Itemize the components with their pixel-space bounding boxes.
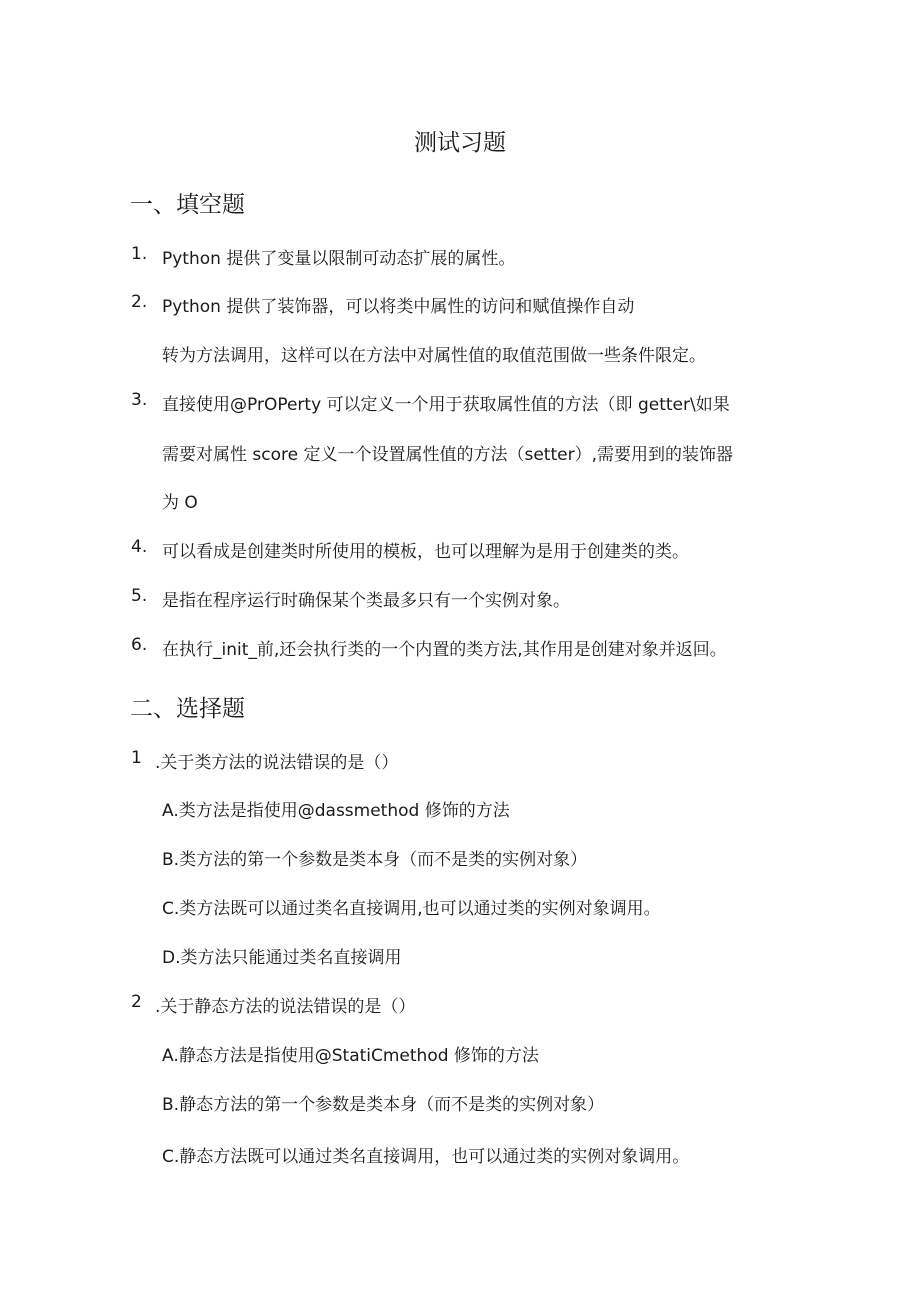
fill-q1-number: 1. [131,244,148,264]
choice-q2-option-b: B.静态方法的第一个参数是类本身（而不是类的实例对象） [162,1095,605,1115]
fill-q6-text: 在执行_init_前,还会执行类的一个内置的类方法,其作用是创建对象并返回。 [162,640,727,660]
fill-q1-text: Python 提供了变量以限制可动态扩展的属性。 [162,249,516,269]
choice-q2-number: 2 [131,992,142,1012]
choice-q2-option-a: A.静态方法是指使用@StatiCmethod 修饰的方法 [162,1046,539,1066]
fill-q2-number: 2. [131,292,148,312]
choice-q1-option-b: B.类方法的第一个参数是类本身（而不是类的实例对象） [162,850,588,870]
choice-q2-option-c: C.静态方法既可以通过类名直接调用，也可以通过类的实例对象调用。 [162,1147,690,1167]
fill-q5-text: 是指在程序运行时确保某个类最多只有一个实例对象。 [162,591,570,611]
page-title: 测试习题 [414,130,506,156]
fill-q3-continuation-2: 为 O [162,493,198,513]
fill-q3-number: 3. [131,390,148,410]
choice-q1-option-a: A.类方法是指使用@dassmethod 修饰的方法 [162,801,510,821]
fill-q4-number: 4. [131,537,148,557]
fill-q6-number: 6. [131,635,148,655]
fill-q2-text: Python 提供了装饰器，可以将类中属性的访问和赋值操作自动 [162,297,635,317]
fill-q4-text: 可以看成是创建类时所使用的模板，也可以理解为是用于创建类的类。 [162,542,689,562]
choice-q1-option-c: C.类方法既可以通过类名直接调用,也可以通过类的实例对象调用。 [162,899,661,919]
choice-q1-option-d: D.类方法只能通过类名直接调用 [162,948,402,968]
section-heading-fill: 一、填空题 [130,192,245,218]
fill-q5-number: 5. [131,586,148,606]
choice-q2-stem: .关于静态方法的说法错误的是（） [155,997,416,1017]
fill-q3-text: 直接使用@PrOPerty 可以定义一个用于获取属性值的方法（即 getter\如果 [162,395,730,415]
fill-q3-continuation-1: 需要对属性 score 定义一个设置属性值的方法（setter）,需要用到的装饰器 [162,445,733,465]
fill-q2-continuation: 转为方法调用，这样可以在方法中对属性值的取值范围做一些条件限定。 [162,346,706,366]
choice-q1-number: 1 [131,748,142,768]
section-heading-choice: 二、选择题 [130,696,245,722]
choice-q1-stem: .关于类方法的说法错误的是（） [155,753,399,773]
